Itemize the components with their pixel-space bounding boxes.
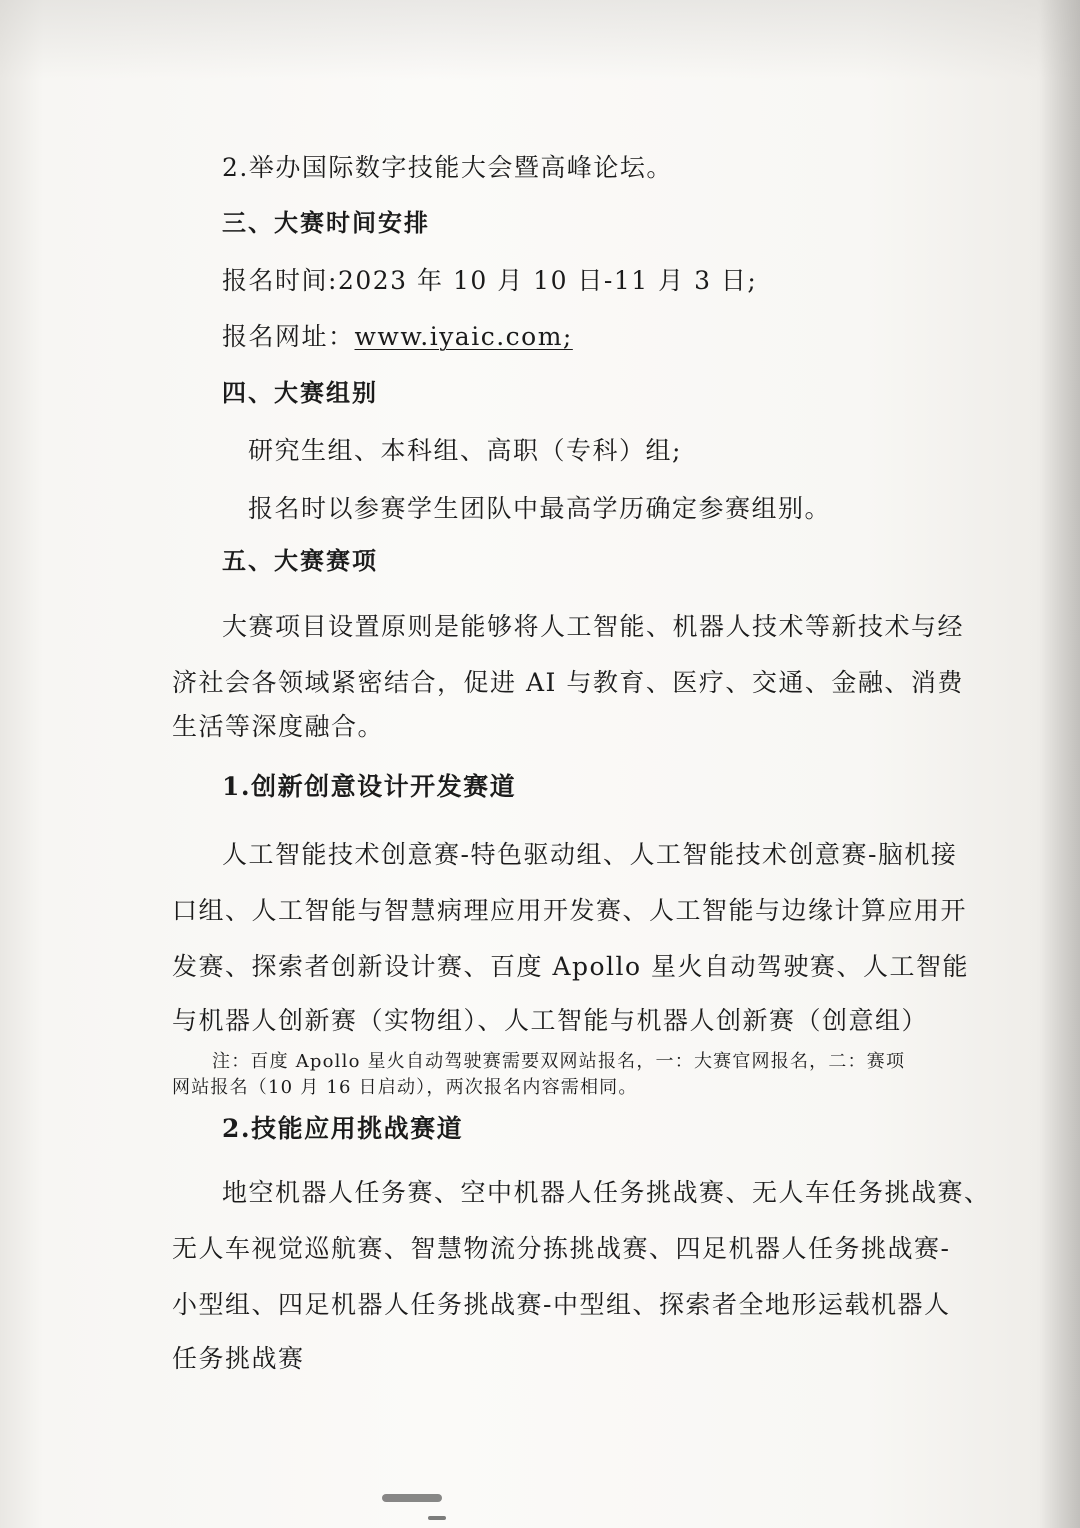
track-2-line: 任务挑战赛 — [172, 1344, 305, 1373]
item-2-forum-line: 2.举办国际数字技能大会暨高峰论坛。 — [222, 153, 673, 182]
registration-site-url: www.iyaic.com; — [354, 322, 573, 351]
group-rule-line: 报名时以参赛学生团队中最高学历确定参赛组别。 — [248, 494, 832, 523]
registration-site-label: 报名网址： — [222, 322, 355, 351]
track-2-line: 无人车视觉巡航赛、智慧物流分拣挑战赛、四足机器人任务挑战赛- — [172, 1234, 951, 1263]
registration-time-label: 报名时间: — [222, 266, 338, 295]
scan-smudge — [428, 1516, 446, 1520]
track-2-line: 地空机器人任务赛、空中机器人任务挑战赛、无人车任务挑战赛、 — [222, 1178, 991, 1207]
intro-line: 济社会各领域紧密结合，促进 AI 与教育、医疗、交通、金融、消费 — [172, 668, 964, 697]
track-1-line: 发赛、探索者创新设计赛、百度 Apollo 星火自动驾驶赛、人工智能 — [172, 952, 970, 981]
registration-site-line — [222, 322, 573, 352]
groups-line: 研究生组、本科组、高职（专科）组; — [248, 436, 682, 465]
scan-shadow-top — [0, 0, 1080, 80]
registration-time-value: 2023 年 10 月 10 日-11 月 3 日; — [337, 266, 758, 295]
registration-time-line — [222, 266, 757, 296]
track-1-line: 口组、人工智能与智慧病理应用开发赛、人工智能与边缘计算应用开 — [172, 896, 968, 925]
track-1-line: 与机器人创新赛（实物组）、人工智能与机器人创新赛（创意组） — [172, 1006, 929, 1035]
track-1-note-line: 注：百度 Apollo 星火自动驾驶赛需要双网站报名，一：大赛官网报名，二：赛项 — [212, 1051, 906, 1072]
track-1-title: 1.创新创意设计开发赛道 — [222, 772, 517, 801]
section-3-heading: 三、大赛时间安排 — [222, 209, 430, 237]
track-1-line: 人工智能技术创意赛-特色驱动组、人工智能技术创意赛-脑机接 — [222, 840, 958, 869]
section-5-heading: 五、大赛赛项 — [222, 547, 378, 575]
scan-smudge — [382, 1494, 442, 1502]
track-2-line: 小型组、四足机器人任务挑战赛-中型组、探索者全地形运载机器人 — [172, 1290, 951, 1319]
track-1-note-line: 网站报名（10 月 16 日启动），两次报名内容需相同。 — [172, 1077, 638, 1098]
scan-shadow-right — [1040, 0, 1080, 1528]
intro-line: 大赛项目设置原则是能够将人工智能、机器人技术等新技术与经 — [222, 612, 965, 641]
intro-line: 生活等深度融合。 — [172, 712, 385, 741]
track-2-title: 2.技能应用挑战赛道 — [222, 1114, 464, 1143]
section-4-heading: 四、大赛组别 — [222, 379, 378, 407]
